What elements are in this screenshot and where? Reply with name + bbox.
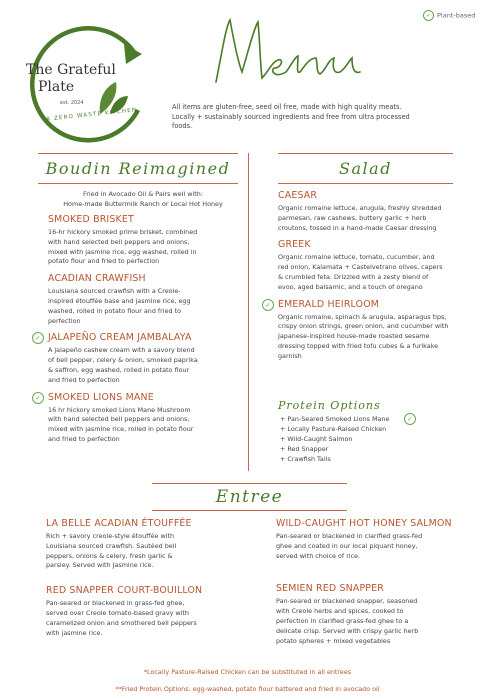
item-name: SEMIEN RED SNAPPER [276, 583, 385, 595]
divider [278, 183, 453, 184]
item-description-line: evoo, aged balsamic, and a touch of oregano [278, 282, 423, 291]
entree-col-right [276, 518, 476, 646]
divider [152, 510, 347, 511]
item-description-line: croutons, tossed in a hand-made Caesar dressing [278, 223, 437, 232]
menu-title-script [212, 12, 412, 92]
protein-option [280, 454, 460, 464]
subtitle-line: Fried in Avocado Oil & Pairs well with: [83, 190, 203, 198]
divider [278, 153, 453, 154]
footnote-fried: **Fried Protein Options: egg-washed, potato flour battered and fried in avocado oil [115, 685, 380, 693]
item-description-line: parmesan, raw cashews, buttery garlic + herb [278, 213, 427, 222]
item-description-line: perfection in clarified grass-fed ghee to a [276, 616, 409, 625]
item-description-line: perfection [48, 316, 81, 325]
menu-item [35, 391, 248, 445]
item-description-line: 16-hr hickory smoked prime brisket, combined [48, 228, 198, 236]
item-name: WILD-CAUGHT HOT HONEY SALMON [276, 518, 452, 529]
item-description-line: Louisiana sourced crawfish. Sautéed bell [46, 541, 177, 550]
menu-item [265, 298, 478, 362]
item-description-line: served with choice of rice. [276, 551, 361, 560]
item-description-line: with hand selected bell peppers and onions, [48, 415, 190, 424]
menu-item [46, 585, 246, 638]
divider [38, 183, 238, 184]
plant-based-icon: ✓ [32, 392, 44, 404]
intro-line: All items are gluten-free, seed oil free, made with high quality meats. [172, 103, 402, 111]
protein-option-label: + Crawfish Tails [280, 455, 331, 463]
salad-list [265, 190, 478, 368]
item-description-line: & crumbled feta. Drizzled with a zesty blend of [278, 272, 429, 281]
protein-option-label: + Pan-Seared Smoked Lions Mane [280, 415, 390, 423]
item-name: EMERALD HEIRLOOM [278, 298, 380, 310]
plant-based-icon: ✓ [404, 413, 416, 425]
protein-option [280, 434, 460, 444]
legend-label: Plant-based [437, 11, 476, 20]
protein-option-label: + Red Snapper [280, 445, 329, 453]
protein-option [280, 424, 460, 434]
item-description-line: Japanese-inspired house-made roasted sesame [278, 332, 430, 341]
item-description-line: mixed with jasmine rice, egg washed, rolled in [48, 247, 197, 256]
item-description-line: of bell pepper, celery & onion, smoked paprika [48, 356, 198, 365]
item-description-line: peppers, onions & celery, fresh garlic & [46, 551, 173, 560]
item-name: SMOKED LIONS MANE [48, 391, 154, 403]
menu-item [48, 214, 248, 267]
column-divider [248, 153, 249, 471]
protein-option [280, 444, 460, 454]
item-description-line: potato spheres + mixed vegetables [276, 636, 391, 645]
item-description-line: garnish [278, 351, 302, 360]
item-name: SMOKED BRISKET [48, 214, 134, 225]
item-description-line: served over Creole tomato-based gravy with [46, 608, 189, 617]
item-description-line: with hand selected bell peppers and onions, [48, 237, 190, 246]
item-description-line: delicate crisp. Served with crispy garlic herb [276, 626, 419, 635]
item-name: RED SNAPPER COURT-BOUILLON [46, 585, 203, 597]
section-title-salad: Salad [339, 159, 392, 178]
item-description-line: Pan-seared or blackened in clarified grass-fed [276, 532, 423, 540]
logo-name: The Grateful Plate [26, 62, 116, 95]
protein-option [280, 414, 460, 424]
item-description-line: Organic romaine lettuce, tomato, cucumber, and [278, 253, 435, 262]
item-name: ACADIAN CRAWFISH [48, 273, 146, 285]
item-description-line: Louisiana sourced crawfish with a Creole- [48, 287, 181, 296]
intro-text [172, 103, 440, 132]
item-description-line: and fried to perfection [48, 434, 120, 443]
subtitle-line: Home-made Buttermilk Ranch or Local Hot Honey [63, 200, 223, 208]
item-name: JALAPEÑO CREAM JAMBALAYA [48, 332, 192, 344]
item-description-line: red onion, Kalamata + Castelvetrano olives, capers [278, 263, 443, 272]
item-description-line: Pan-seared or blackened snapper, seasoned [276, 597, 418, 606]
item-description-line: with jasmine rice. [46, 628, 103, 637]
entree-col-left [46, 518, 246, 638]
item-name: LA BELLE ACADIAN ÉTOUFFÉE [46, 518, 192, 529]
item-description-line: mixed with jasmine rice, rolled in potato flour [48, 425, 194, 434]
logo-tagline: A ZERO WASTE KITCHEN [45, 107, 138, 123]
item-description-line: potato flour and fried to perfection [48, 257, 160, 266]
intro-line: foods. [172, 122, 193, 131]
footnote-chicken: *Locally Pasture-Raised Chicken can be substituted in all entrees [143, 668, 352, 676]
plant-based-icon: ✓ [262, 299, 274, 311]
plant-based-icon: ✓ [32, 332, 44, 344]
menu-item [35, 332, 248, 385]
item-description-line: Pan-seared or blackened in grass-fed ghee, [46, 599, 185, 608]
item-description-line: crispy onion strings, green onion, and cucumber with [278, 322, 449, 331]
check-circle-icon: ✓ [423, 10, 434, 21]
menu-item [46, 518, 246, 571]
protein-options-title: Protein Options [278, 399, 381, 412]
menu-item [276, 518, 476, 561]
divider [152, 483, 347, 484]
item-description-line: Organic romaine lettuce, arugula, freshly shredded [278, 204, 442, 212]
protein-option-label: + Locally Pasture-Raised Chicken [280, 425, 387, 433]
divider [38, 153, 238, 154]
item-description-line: inspired étouffée base and jasmine rice, egg [48, 296, 191, 305]
item-description-line: ghee and coated in our local piquant honey, [276, 541, 418, 550]
item-description-line: A jalapeño cashew cream with a savory blend [48, 346, 195, 355]
boudin-list [35, 214, 248, 451]
item-description-line: with Creole herbs and spices, cooked to [276, 607, 404, 616]
menu-item [276, 583, 476, 646]
intro-line: Locally + sustainably sourced ingredients and free from ultra processed [172, 112, 410, 121]
item-description-line: Organic romaine, spinach & arugula, asparagus tips, [278, 312, 447, 321]
section-title-entree: Entree [215, 487, 284, 507]
protein-options-list [280, 414, 460, 464]
section-title-boudin: Boudin Reimagined [45, 159, 231, 178]
item-description-line: & saffron, egg washed, rolled in potato flour [48, 365, 190, 374]
item-description-line: caramelized onion and smothered bell peppers [46, 618, 197, 627]
item-description-line: parsley. Served with Jasmine rice. [46, 561, 154, 570]
item-description-line: 16 hr hickory smoked Lions Mane Mushroom [48, 405, 191, 414]
menu-item [278, 239, 478, 292]
plant-based-legend [423, 10, 475, 21]
item-name: GREEK [278, 239, 311, 251]
item-description-line: Rich + savory creole-style étouffée with [46, 532, 175, 540]
item-description-line: and fried to perfection [48, 375, 120, 384]
item-name: CAESAR [278, 190, 318, 201]
logo-est: est. 2024 [60, 100, 84, 106]
menu-item [278, 190, 478, 233]
protein-option-label: + Wild-Caught Salmon [280, 435, 353, 443]
item-description-line: dressing topped with fried tofu cubes & a furikake [278, 341, 439, 350]
item-description-line: washed, rolled in potato flour and fried to [48, 306, 182, 315]
boudin-subtitle [38, 189, 248, 209]
menu-item [48, 273, 248, 326]
